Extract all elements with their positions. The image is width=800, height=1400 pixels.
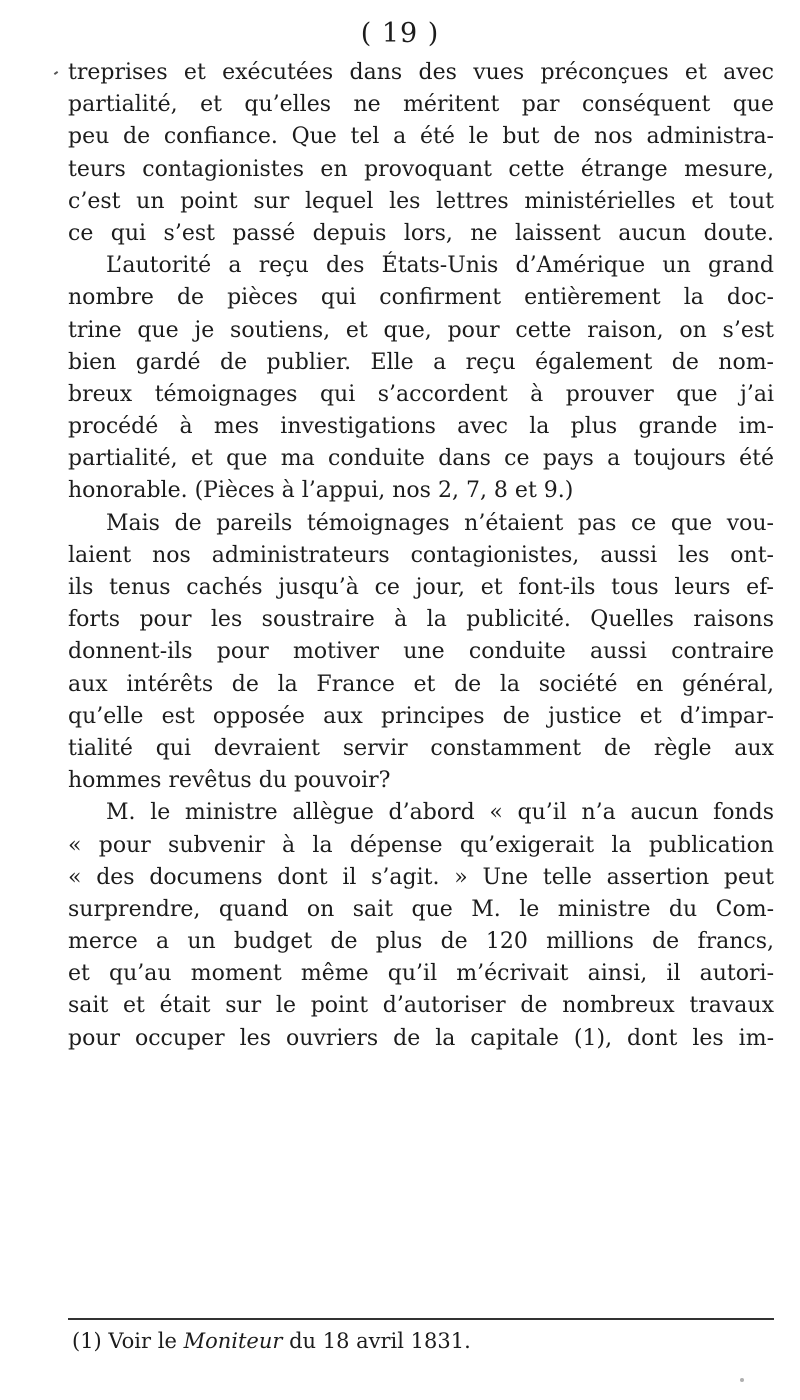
paragraph-start-line: L’autorité a reçu des États-Unis d’Amérique un grand: [106, 253, 774, 279]
footnote-journal-title: Moniteur: [183, 1329, 283, 1353]
text-line: aux intérêts de la France et de la société en général,: [68, 671, 774, 697]
text-line: et qu’au moment même qu’il m’écrivait ainsi, il autori-: [68, 961, 774, 987]
text-line: donnent-ils pour motiver une conduite aussi contraire: [68, 639, 774, 665]
text-line: qu’elle est opposée aux principes de justice et d’impar-: [68, 703, 774, 729]
text-line: merce a un budget de plus de 120 millions de francs,: [68, 929, 774, 955]
text-line: c’est un point sur lequel les lettres ministérielles et tout: [68, 188, 774, 214]
text-line: sait et était sur le point d’autoriser de nombreux travaux: [68, 993, 774, 1019]
text-line: bien gardé de publier. Elle a reçu également de nom-: [68, 349, 774, 375]
text-line: hommes revêtus du pouvoir?: [68, 768, 391, 794]
body-text: [68, 57, 774, 1055]
footnote-date: du 18 avril 1831.: [289, 1329, 471, 1353]
paragraph-start-line: M. le ministre allègue d’abord « qu’il n’a aucun fonds: [106, 800, 774, 826]
text-line: « pour subvenir à la dépense qu’exigerait la publication: [68, 832, 774, 858]
footnote-separator: [68, 1318, 774, 1320]
text-line: forts pour les soustraire à la publicité. Quelles raisons: [68, 607, 774, 633]
footnote: [72, 1327, 471, 1355]
text-line: tialité qui devraient servir constamment de règle aux: [68, 735, 774, 761]
text-line: « des documens dont il s’agit. » Une telle assertion peut: [68, 864, 774, 890]
text-line: ce qui s’est passé depuis lors, ne laissent aucun doute.: [68, 220, 774, 246]
text-line: pour occuper les ouvriers de la capitale (1), dont les im-: [68, 1025, 774, 1051]
text-line: teurs contagionistes en provoquant cette étrange mesure,: [68, 156, 774, 182]
text-line: trine que je soutiens, et que, pour cette raison, on s’est: [68, 317, 774, 343]
text-line: nombre de pièces qui confirment entièrement la doc-: [68, 285, 774, 311]
paragraph-start-line: Mais de pareils témoignages n’étaient pas ce que vou-: [106, 510, 774, 536]
text-line: surprendre, quand on sait que M. le ministre du Com-: [68, 896, 774, 922]
text-line: treprises et exécutées dans des vues préconçues et avec: [68, 60, 774, 85]
text-line: peu de confiance. Que tel a été le but de nos administra-: [68, 124, 774, 150]
footnote-marker: (1) Voir le: [72, 1329, 177, 1353]
text-line: partialité, et qu’elles ne méritent par conséquent que: [68, 92, 774, 118]
text-line: honorable. (Pièces à l’appui, nos 2, 7, 8 et 9.): [68, 478, 574, 504]
page-number: ( 19 ): [360, 18, 440, 49]
text-line: ils tenus cachés jusqu’à ce jour, et font-ils tous leurs ef-: [68, 575, 774, 600]
print-speck: [740, 1378, 744, 1382]
text-line: partialité, et que ma conduite dans ce pays a toujours été: [68, 446, 774, 472]
print-speck: [54, 71, 58, 75]
text-line: procédé à mes investigations avec la plus grande im-: [68, 414, 774, 440]
text-line: laient nos administrateurs contagionistes, aussi les ont-: [68, 542, 774, 568]
text-line: breux témoignages qui s’accordent à prouver que j’ai: [68, 381, 774, 407]
